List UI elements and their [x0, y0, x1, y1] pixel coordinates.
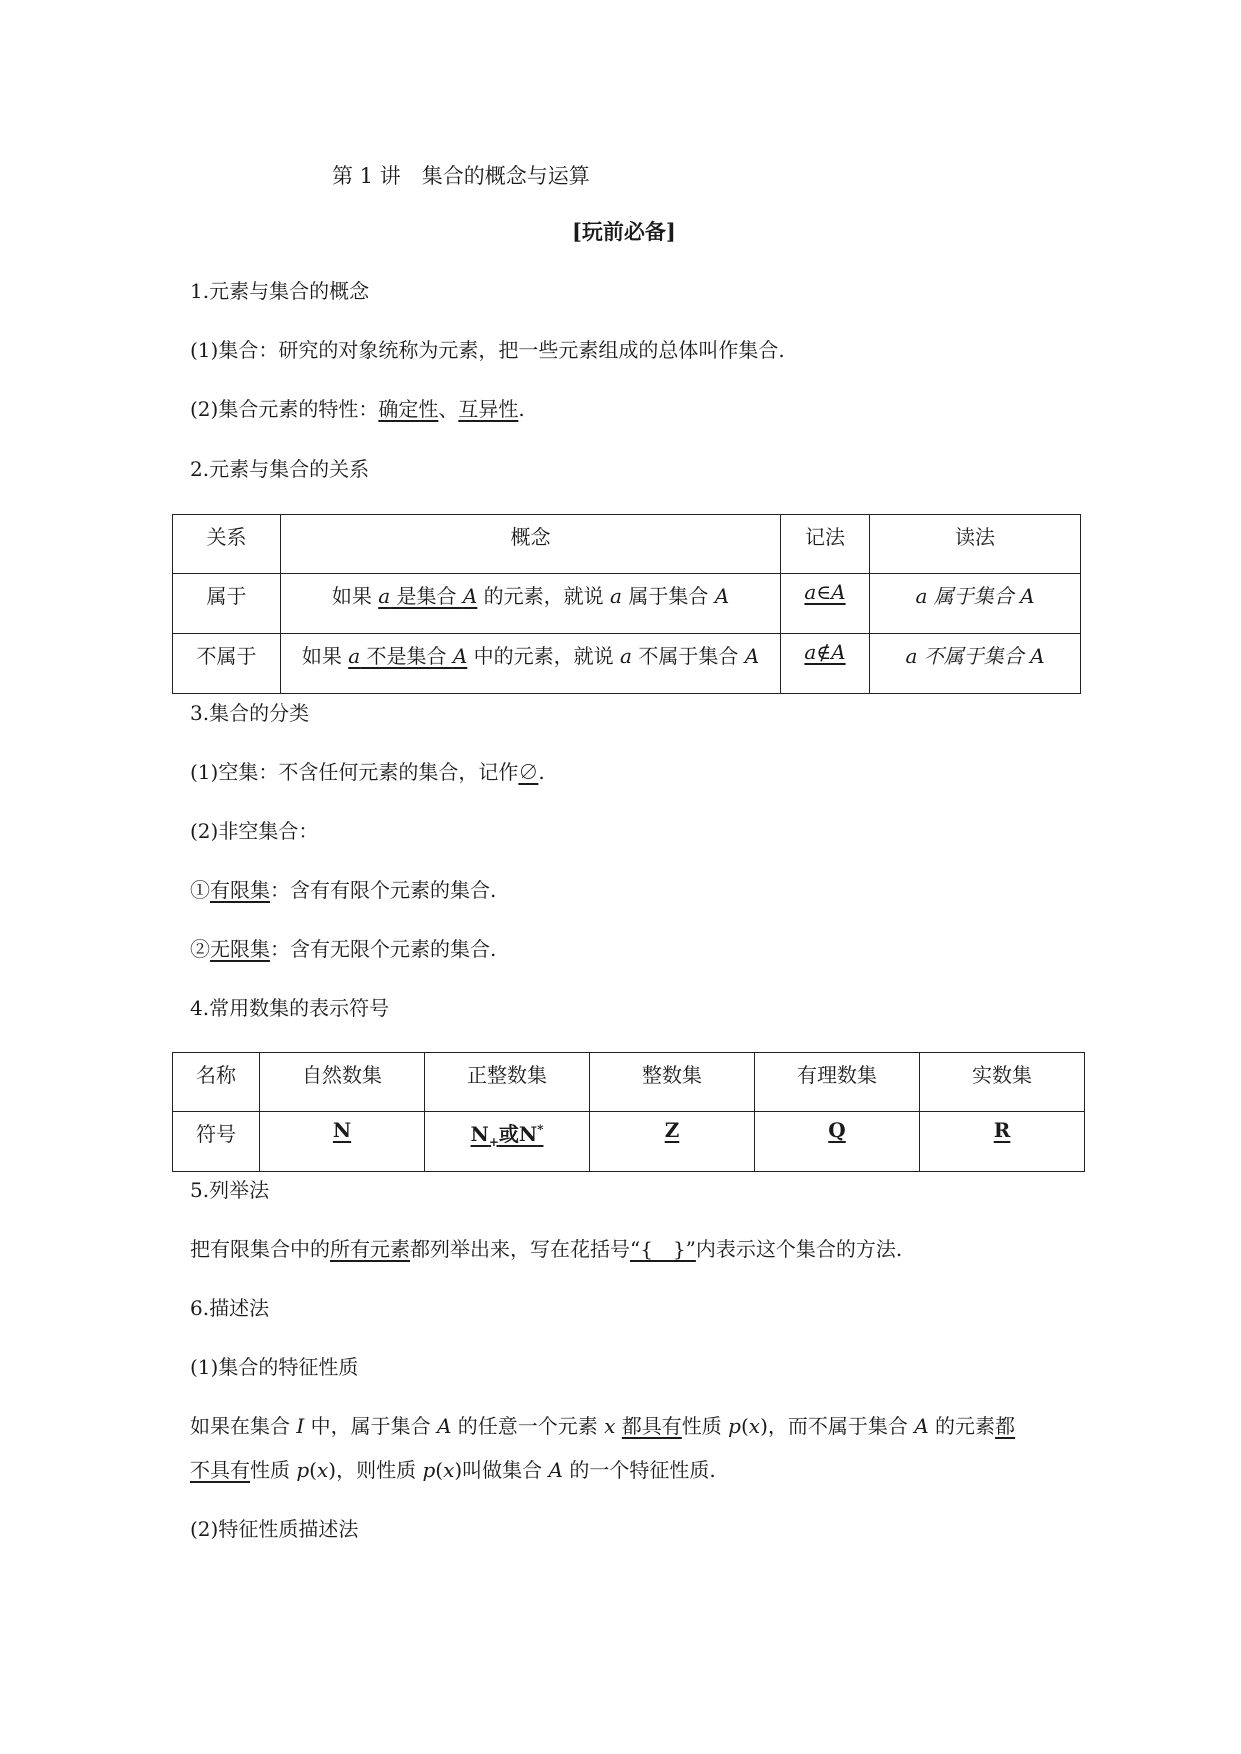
symbol-positive-integers [470, 1122, 544, 1149]
text: N [518, 1122, 538, 1146]
text: 性质 [250, 1458, 297, 1482]
text: )叫做集合 [454, 1458, 549, 1482]
section-6-heading: 6.描述法 [190, 1296, 270, 1320]
infinite-set [190, 934, 496, 964]
symbol-cell [260, 1112, 425, 1172]
var-A: A [462, 584, 478, 608]
text: ：含有无限个元素的集合. [270, 937, 497, 961]
empty-set-definition [190, 757, 545, 787]
symbol-cell [920, 1112, 1085, 1172]
text: . [518, 397, 525, 421]
subsection-heading: (1)集合的特征性质 [190, 1355, 359, 1379]
text: 性质 [681, 1414, 729, 1438]
var-p: p [422, 1458, 436, 1482]
text: 属于集合 [621, 584, 715, 608]
name-cell: 自然数集 [260, 1053, 425, 1112]
name-cell: 有理数集 [755, 1053, 920, 1112]
text: ( [309, 1458, 317, 1482]
text: 把有限集合中的 [190, 1237, 330, 1261]
blank-answer: 有限集 [210, 878, 270, 902]
name-cell: 实数集 [920, 1053, 1085, 1112]
reading: a 属于集合 A [915, 584, 1035, 608]
var-A: A [436, 1414, 452, 1438]
text: 不属于集合 [631, 644, 745, 668]
number-set-table [172, 1052, 1085, 1172]
section-1-heading: 1.元素与集合的概念 [190, 279, 370, 303]
nonempty-set: (2)非空集合： [190, 819, 319, 843]
var-x: x [443, 1458, 455, 1482]
subsection-heading: (2)特征性质描述法 [190, 1517, 359, 1541]
text: 是集合 [390, 584, 463, 608]
notation-cell [781, 634, 870, 694]
empty-set-symbol: ∅ [518, 760, 539, 784]
text: 的任意一个元素 [451, 1414, 605, 1438]
text: ：含有有限个元素的集合. [270, 878, 497, 902]
symbol-N: N [332, 1118, 352, 1142]
notation: a∈A [804, 580, 846, 604]
header-cell: 关系 [173, 515, 281, 574]
roster-method [190, 1234, 902, 1264]
header-cell: 记法 [781, 515, 870, 574]
var-A: A [714, 584, 730, 608]
name-cell: 正整数集 [425, 1053, 590, 1112]
label-cell: 名称 [173, 1053, 260, 1112]
var-A: A [744, 644, 760, 668]
blank-answer: 无限集 [210, 937, 270, 961]
text: ① [190, 878, 210, 902]
text: 的元素，就说 [477, 584, 611, 608]
notation: a∉A [804, 640, 846, 664]
text: (2)集合元素的特性： [190, 397, 379, 421]
names-row [173, 1053, 1085, 1112]
text: 的一个特征性质. [562, 1458, 716, 1482]
symbol-cell [755, 1112, 920, 1172]
blank-answer [348, 644, 467, 668]
var-A: A [914, 1414, 929, 1438]
var-a: a [620, 644, 632, 668]
text: ( [740, 1414, 749, 1438]
section-banner: [玩前必备] [572, 219, 676, 244]
concept-cell [281, 574, 781, 634]
reading-cell [870, 574, 1081, 634]
text: 如果 [331, 584, 379, 608]
var-a: a [348, 644, 361, 668]
text: 都列举出来，写在花括号 [410, 1237, 630, 1261]
var-A: A [452, 644, 468, 668]
blank-answer: 确定性 [378, 397, 439, 421]
set-properties [190, 394, 525, 424]
var-A: A [548, 1458, 563, 1482]
blank-answer: 互异性 [458, 397, 519, 421]
subscript: + [488, 1135, 499, 1149]
text: )，而不属于集合 [760, 1414, 915, 1438]
text: . [538, 760, 545, 784]
table-row [173, 634, 1081, 694]
symbols-row [173, 1112, 1085, 1172]
header-cell: 读法 [870, 515, 1081, 574]
symbol-R: R [993, 1118, 1011, 1142]
symbol-cell [590, 1112, 755, 1172]
table-header-row [173, 515, 1081, 574]
var-a: a [610, 584, 622, 608]
var-a: a [378, 584, 391, 608]
characteristic-line-2 [190, 1455, 716, 1485]
label-cell: 符号 [173, 1112, 260, 1172]
finite-set [190, 875, 496, 905]
text: )，则性质 [328, 1458, 423, 1482]
concept-cell [281, 634, 781, 694]
var-x: x [748, 1414, 761, 1438]
symbol-cell [425, 1112, 590, 1172]
name-cell: 整数集 [590, 1053, 755, 1112]
relation-cell: 不属于 [173, 634, 281, 694]
table-row [173, 574, 1081, 634]
notation-cell [781, 574, 870, 634]
text: 不是集合 [360, 644, 453, 668]
var-I: I [296, 1414, 305, 1438]
reading: a 不属于集合 A [905, 644, 1045, 668]
relation-cell: 属于 [173, 574, 281, 634]
section-4-heading: 4.常用数集的表示符号 [190, 996, 390, 1020]
symbol-Q: Q [828, 1118, 846, 1142]
var-x: x [316, 1458, 329, 1482]
header-cell: 概念 [281, 515, 781, 574]
var-x: x [604, 1414, 616, 1438]
superscript: * [537, 1122, 544, 1137]
text: ( [435, 1458, 444, 1482]
text: (1)空集：不含任何元素的集合，记作 [190, 760, 519, 784]
blank-answer: “{ }” [630, 1237, 696, 1261]
text: 中，属于集合 [304, 1414, 437, 1438]
set-definition: (1)集合：研究的对象统称为元素，把一些元素组成的总体叫作集合. [190, 338, 785, 362]
blank-answer [378, 584, 477, 608]
page-title: 第 1 讲 集合的概念与运算 [332, 164, 590, 188]
section-3-heading: 3.集合的分类 [190, 701, 310, 725]
blank-answer: 所有元素 [330, 1237, 410, 1261]
var-p: p [296, 1458, 310, 1482]
section-5-heading: 5.列举法 [190, 1178, 270, 1202]
text: 或 [498, 1122, 519, 1146]
blank-answer: 都具有 [621, 1414, 682, 1438]
characteristic-line-1 [190, 1411, 1015, 1441]
text: 、 [438, 397, 459, 421]
text: 内表示这个集合的方法. [695, 1237, 903, 1261]
blank-answer: 不具有 [190, 1458, 250, 1482]
text: N [470, 1122, 489, 1146]
text: ② [190, 937, 210, 961]
blank-answer: 都 [995, 1414, 1016, 1438]
text: 如果 [301, 644, 349, 668]
reading-cell [870, 634, 1081, 694]
section-2-heading: 2.元素与集合的关系 [190, 457, 370, 481]
text: 的元素 [928, 1414, 996, 1438]
symbol-Z: Z [664, 1118, 680, 1142]
var-p: p [728, 1414, 741, 1438]
text: 如果在集合 [190, 1414, 297, 1438]
relation-table [172, 514, 1081, 694]
text: 中的元素，就说 [467, 644, 621, 668]
